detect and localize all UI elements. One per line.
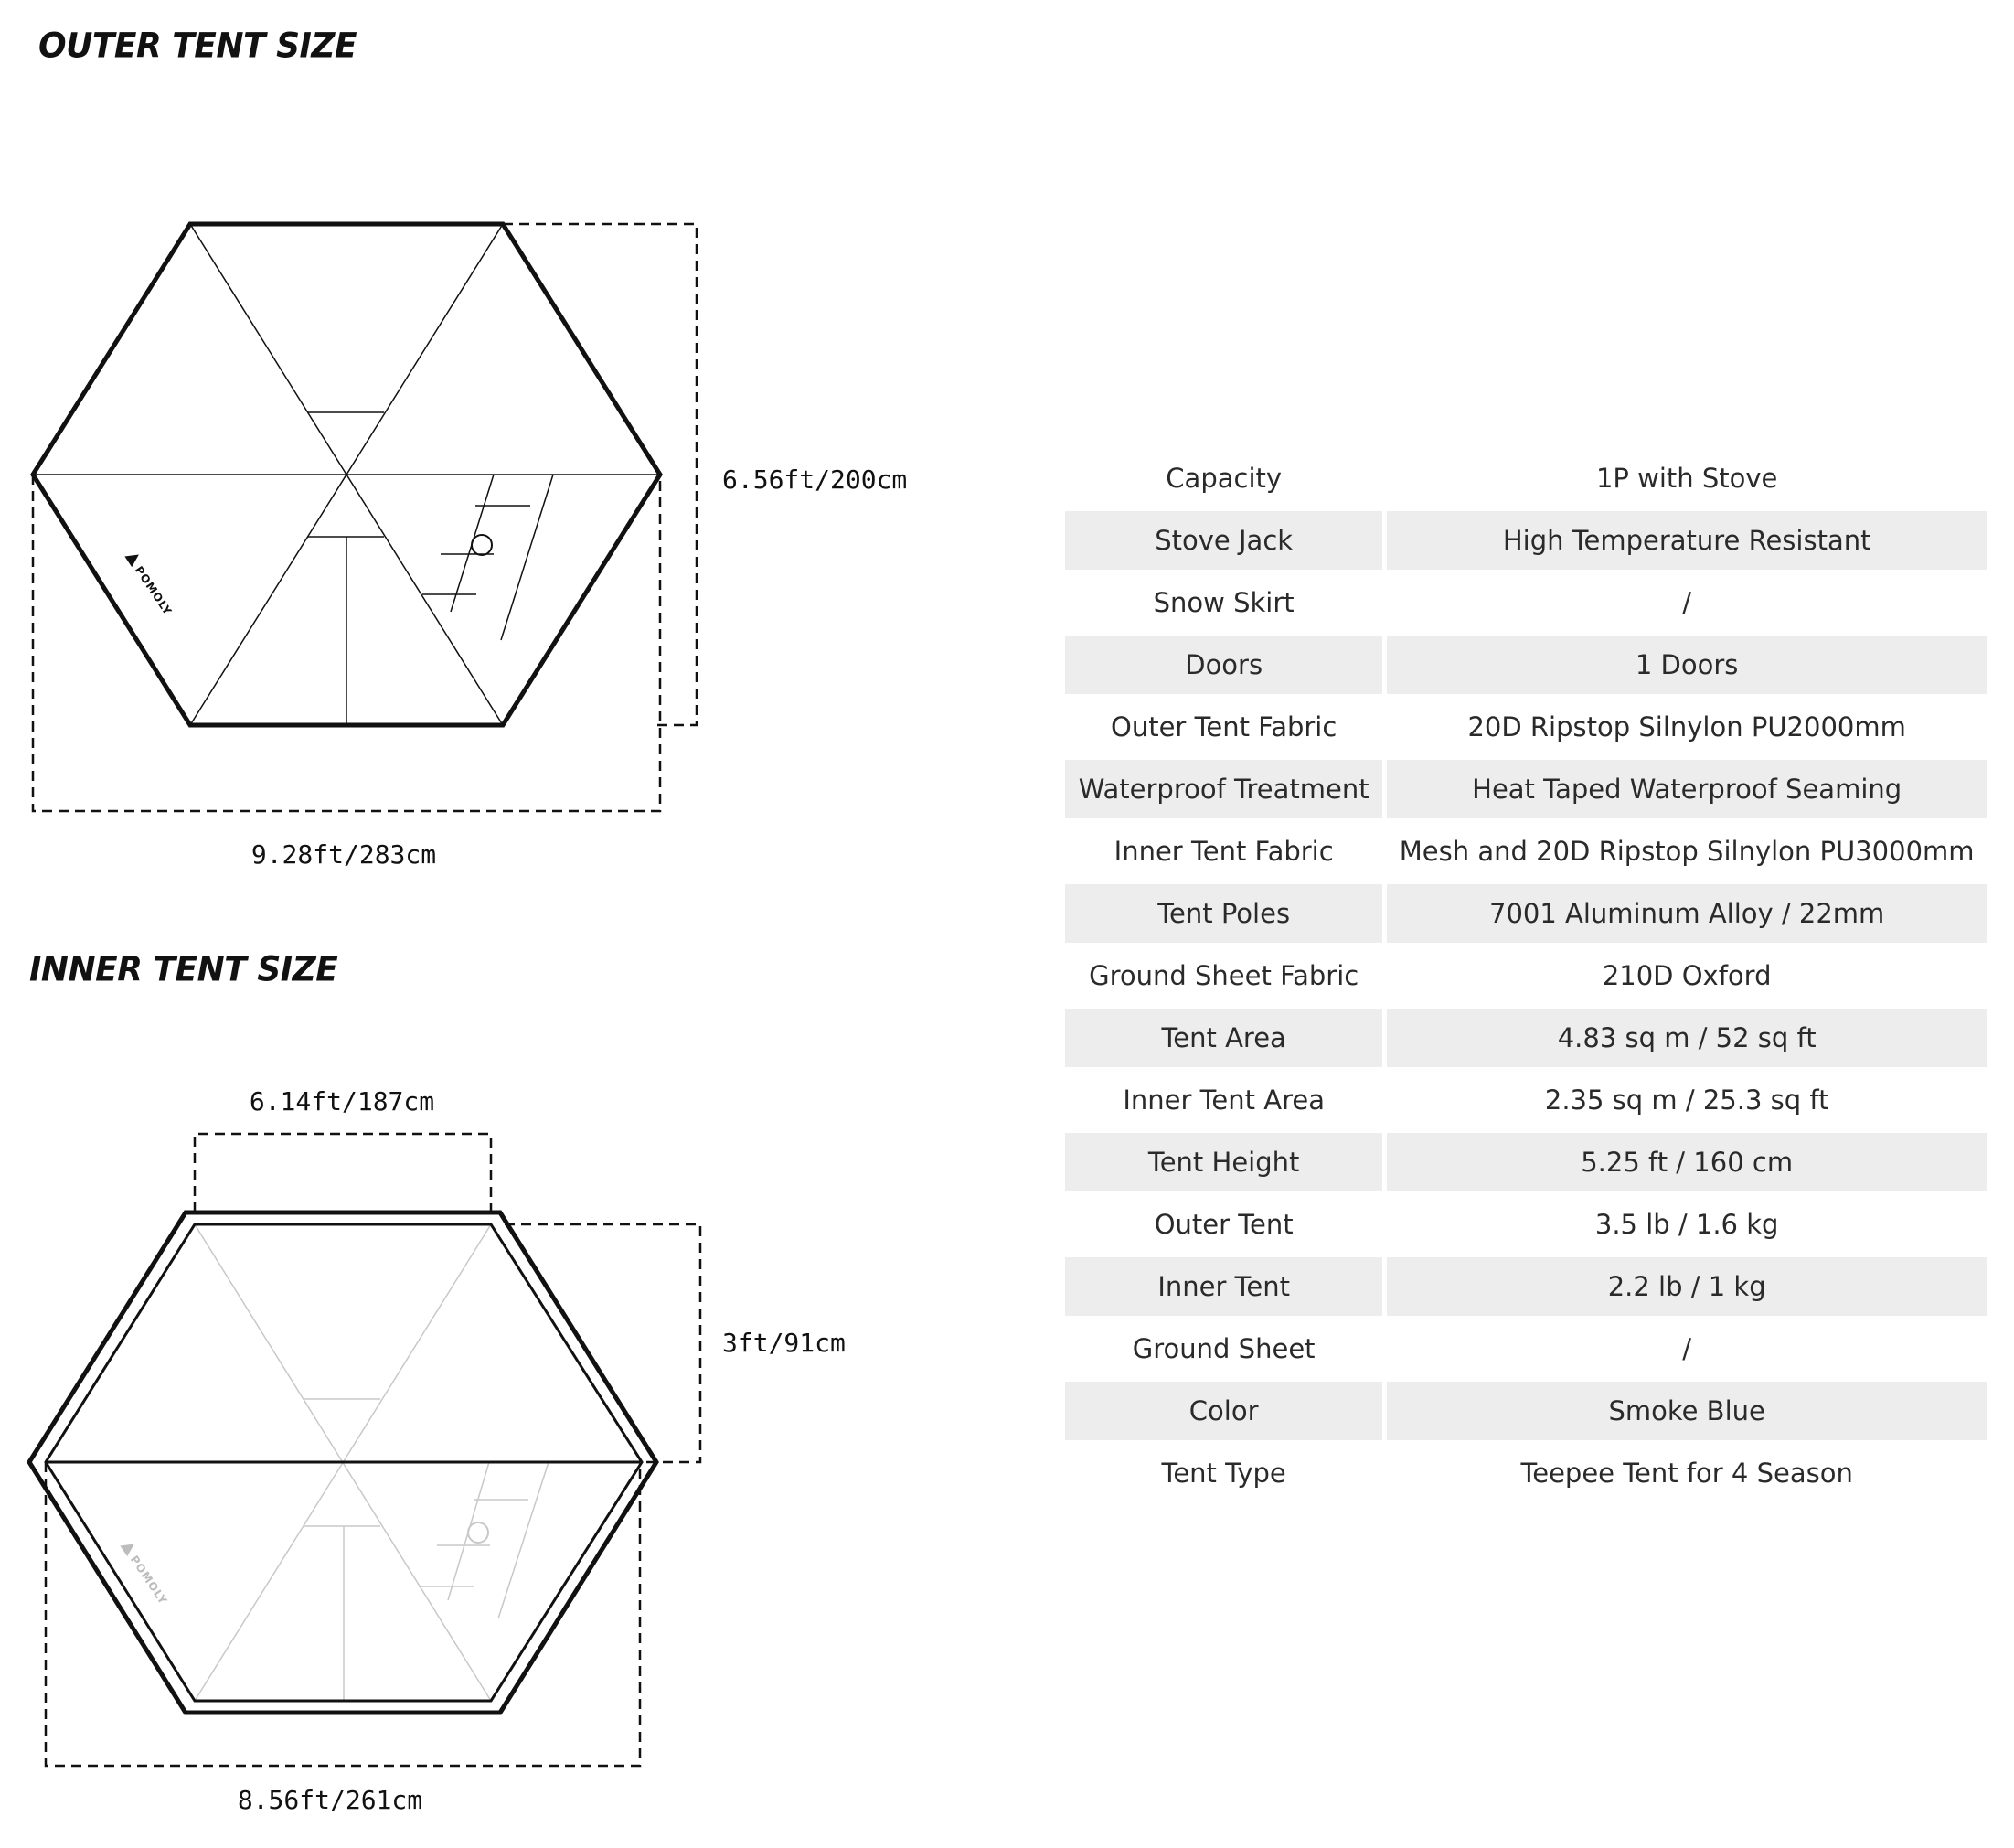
spec-row <box>1065 573 1987 632</box>
spec-label: Capacity <box>1166 463 1283 494</box>
spec-value: 1P with Stove <box>1595 463 1778 494</box>
inner-width-label: 8.56ft/261cm <box>237 1785 423 1815</box>
spec-label: Stove Jack <box>1065 511 1382 570</box>
spec-label: Outer Tent <box>1154 1209 1294 1240</box>
spec-value: 2.2 lb / 1 kg <box>1387 1257 1987 1316</box>
spec-label: Color <box>1065 1382 1382 1440</box>
spec-row <box>1065 1382 1987 1440</box>
spec-value: Heat Taped Waterproof Seaming <box>1387 760 1987 818</box>
outer-height-label: 6.56ft/200cm <box>722 465 908 495</box>
spec-row <box>1065 1257 1987 1316</box>
spec-label: Doors <box>1065 636 1382 694</box>
spec-value: Teepee Tent for 4 Season <box>1520 1458 1853 1489</box>
inner-height-dimension-guide <box>505 1224 700 1462</box>
inner-tent-diagram <box>0 0 1006 1848</box>
spec-label: Inner Tent <box>1065 1257 1382 1316</box>
spec-label: Inner Tent Fabric <box>1114 836 1334 867</box>
spec-row <box>1065 1009 1987 1067</box>
spec-label: Outer Tent Fabric <box>1111 711 1337 742</box>
spec-value: 4.83 sq m / 52 sq ft <box>1387 1009 1987 1067</box>
spec-table <box>1060 445 1991 1506</box>
spec-value: 5.25 ft / 160 cm <box>1387 1133 1987 1191</box>
spec-row <box>1065 698 1987 756</box>
spec-row <box>1065 1133 1987 1191</box>
svg-text:POMOLY: POMOLY <box>127 1553 170 1608</box>
spec-value: 210D Oxford <box>1602 960 1772 991</box>
spec-row <box>1065 511 1987 570</box>
inner-tent-size-title: INNER TENT SIZE <box>29 949 338 990</box>
spec-value: 20D Ripstop Silnylon PU2000mm <box>1467 711 1906 742</box>
spec-row <box>1065 1319 1987 1378</box>
spec-row <box>1065 884 1987 943</box>
spec-value: High Temperature Resistant <box>1387 511 1987 570</box>
spec-label: Snow Skirt <box>1153 587 1295 618</box>
spec-value: 3.5 lb / 1.6 kg <box>1594 1209 1779 1240</box>
outer-width-label: 9.28ft/283cm <box>250 839 437 870</box>
spec-label: Ground Sheet <box>1132 1333 1316 1364</box>
inner-height-label: 3ft/91cm <box>722 1328 846 1358</box>
faint-stove-jack-icon <box>468 1522 488 1543</box>
spec-row <box>1065 1444 1987 1502</box>
spec-label: Tent Poles <box>1065 884 1382 943</box>
spec-row <box>1065 1195 1987 1254</box>
spec-row <box>1065 636 1987 694</box>
svg-text:POMOLY: POMOLY <box>132 563 175 618</box>
spec-label: Inner Tent Area <box>1123 1084 1325 1116</box>
top-width-dimension-guide <box>195 1134 491 1212</box>
spec-row <box>1065 822 1987 881</box>
faint-pomoly-logo <box>119 1539 172 1608</box>
spec-label: Tent Height <box>1065 1133 1382 1191</box>
spec-row <box>1065 760 1987 818</box>
spec-value: 2.35 sq m / 25.3 sq ft <box>1544 1084 1829 1116</box>
spec-value: / <box>1682 587 1692 618</box>
inner-top-width-label: 6.14ft/187cm <box>249 1086 435 1116</box>
spec-value: 7001 Aluminum Alloy / 22mm <box>1387 884 1987 943</box>
outer-tent-size-title: OUTER TENT SIZE <box>38 26 357 67</box>
spec-value: Mesh and 20D Ripstop Silnylon PU3000mm <box>1399 836 1975 867</box>
spec-value: / <box>1682 1333 1692 1364</box>
spec-label: Tent Type <box>1161 1458 1286 1489</box>
spec-value: 1 Doors <box>1387 636 1987 694</box>
spec-row <box>1065 1071 1987 1129</box>
spec-label: Ground Sheet Fabric <box>1089 960 1359 991</box>
spec-label: Tent Area <box>1065 1009 1382 1067</box>
spec-row <box>1065 946 1987 1005</box>
spec-value: Smoke Blue <box>1387 1382 1987 1440</box>
spec-table-body <box>1065 449 1987 1502</box>
spec-label: Waterproof Treatment <box>1065 760 1382 818</box>
spec-row <box>1065 449 1987 507</box>
inner-width-dimension-guide <box>46 1462 640 1766</box>
